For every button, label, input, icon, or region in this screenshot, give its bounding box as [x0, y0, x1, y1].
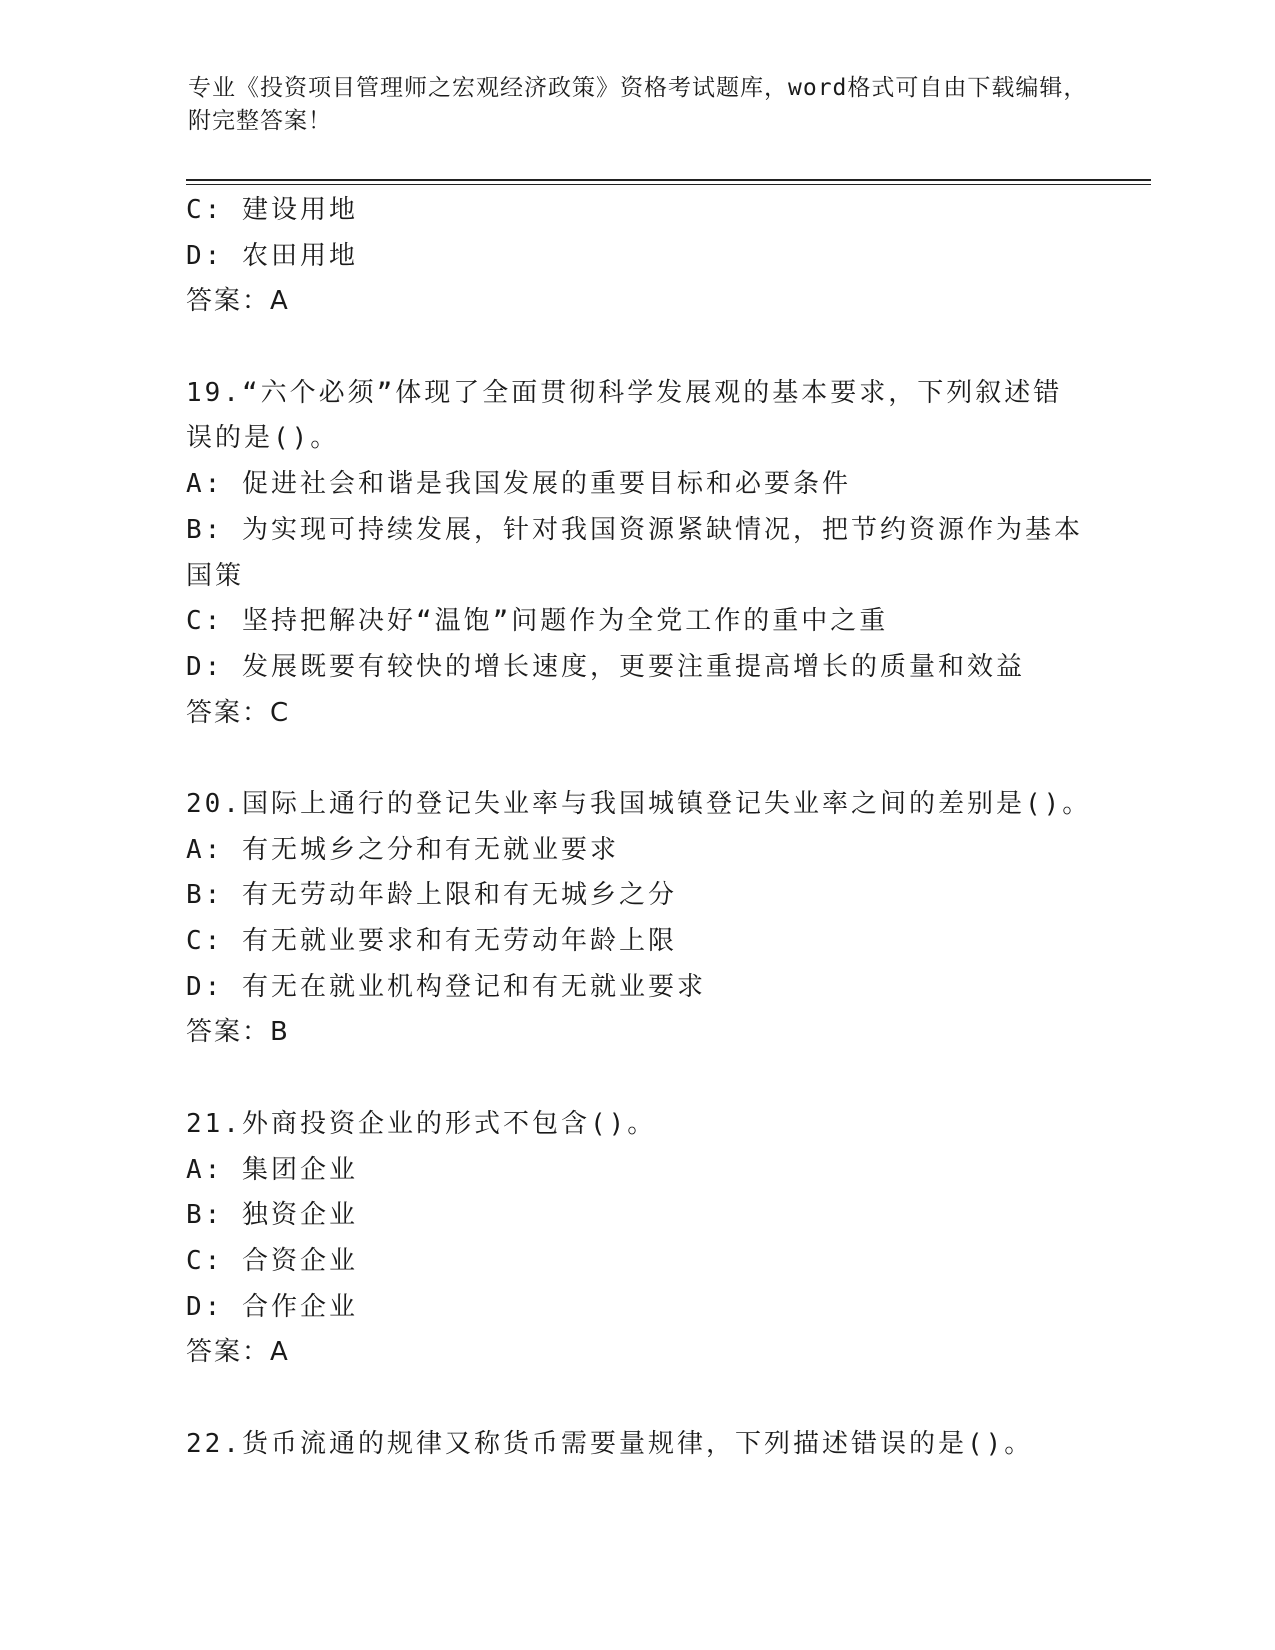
- question-stem: 22.货币流通的规律又称货币需要量规律，下列描述错误的是()。: [186, 1428, 1034, 1459]
- option-a: A: 促进社会和谐是我国发展的重要目标和必要条件: [186, 469, 851, 500]
- question-stem: 19.“六个必须”体现了全面贯彻科学发展观的基本要求，下列叙述错误的是()。: [186, 377, 1063, 454]
- option-d: D: 农田用地: [186, 240, 358, 271]
- question-block-21: [186, 1102, 1086, 1376]
- question-block-22: [186, 1422, 1086, 1468]
- option-d: D: 发展既要有较快的增长速度，更要注重提高增长的质量和效益: [186, 651, 1025, 682]
- option-c: C: 坚持把解决好“温饱”问题作为全党工作的重中之重: [186, 606, 889, 637]
- option-b: B: 独资企业: [186, 1200, 358, 1231]
- option-b: B: 有无劳动年龄上限和有无城乡之分: [186, 880, 677, 911]
- header-divider-bottom: [186, 184, 1151, 185]
- option-a: A: 集团企业: [186, 1154, 358, 1185]
- spacer: [186, 736, 1086, 782]
- answer-line: 答案：C: [186, 697, 291, 728]
- option-c: C: 建设用地: [186, 195, 358, 225]
- spacer: [186, 1376, 1086, 1422]
- question-stem: 21.外商投资企业的形式不包含()。: [186, 1108, 657, 1139]
- option-c: C: 合资企业: [186, 1245, 358, 1276]
- option-c: C: 有无就业要求和有无劳动年龄上限: [186, 926, 677, 957]
- question-stem: 20.国际上通行的登记失业率与我国城镇登记失业率之间的差别是()。: [186, 789, 1092, 819]
- document-header: 专业《投资项目管理师之宏观经济政策》资格考试题库，word格式可自由下载编辑，附完整答案！: [188, 75, 1088, 134]
- answer-line: 答案：A: [186, 286, 290, 317]
- header-divider-top: [186, 179, 1151, 181]
- answer-line: 答案：A: [186, 1337, 290, 1368]
- option-b: B: 为实现可持续发展，针对我国资源紧缺情况，把节约资源作为基本国策: [186, 514, 1083, 591]
- question-block-20: [186, 782, 1092, 1056]
- option-d: D: 有无在就业机构登记和有无就业要求: [186, 971, 706, 1002]
- question-block-18: [186, 188, 1086, 325]
- spacer: [186, 1056, 1086, 1102]
- spacer: [186, 325, 1086, 371]
- option-d: D: 合作企业: [186, 1291, 358, 1322]
- question-block-19: [186, 371, 1086, 737]
- question-list: [186, 188, 1092, 1467]
- answer-line: 答案：B: [186, 1017, 290, 1048]
- option-a: A: 有无城乡之分和有无就业要求: [186, 834, 619, 865]
